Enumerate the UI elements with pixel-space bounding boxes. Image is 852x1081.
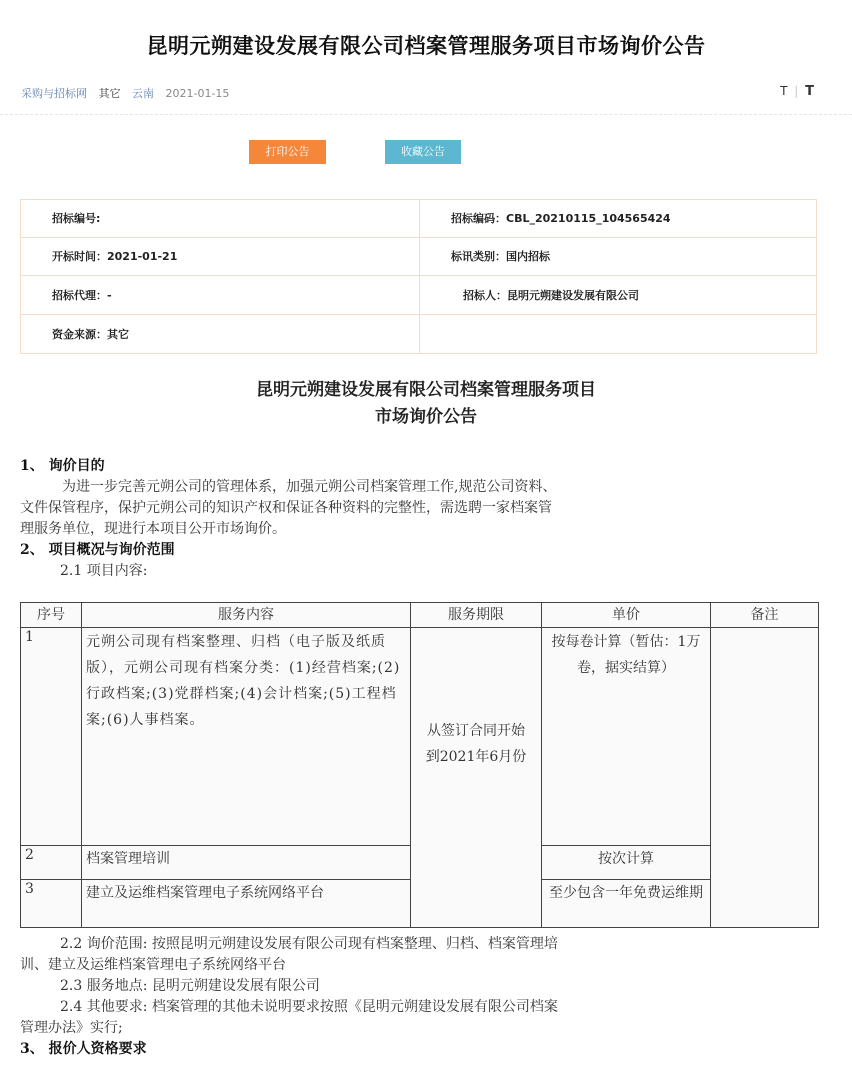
paragraph-line: 理服务单位，现进行本项目公开市场询价。: [20, 521, 286, 537]
row-content: 元朔公司现有档案整理、归档（电子版及纸质版），元朔公司现有档案分类：(1)经营档案;(2)行政档案;(3)党群档案;(4)会计档案;(5)工程档案;(6)人事档案。: [82, 628, 411, 846]
col-header: 序号: [21, 603, 82, 628]
notice-type: 标讯类别：国内招标: [451, 250, 550, 263]
service-table: [20, 602, 819, 928]
section-2-4: 2.4 其他要求: 档案管理的其他未说明要求按照《昆明元朔建设发展有限公司档案: [60, 999, 558, 1015]
bid-no: 招标编号:: [52, 212, 101, 225]
favorite-button[interactable]: 收藏公告: [385, 140, 461, 164]
page-title: 昆明元朔建设发展有限公司档案管理服务项目市场询价公告: [146, 34, 706, 58]
section-1-heading: 1、 询价目的: [20, 458, 105, 474]
table-header-row: [21, 603, 819, 628]
col-header: 单价: [542, 603, 711, 628]
section-2-1: 2.1 项目内容:: [60, 563, 148, 579]
open-time: 开标时间：2021-01-21: [52, 250, 178, 263]
info-table: [20, 199, 817, 354]
section-3-heading: 3、 报价人资格要求: [20, 1041, 147, 1057]
region-link[interactable]: 云南: [132, 87, 154, 100]
service-period: [411, 628, 542, 928]
paragraph-line: 管理办法》实行;: [20, 1020, 123, 1036]
section-1: [20, 456, 810, 582]
doc-title-line1: 昆明元朔建设发展有限公司档案管理服务项目: [256, 380, 596, 400]
row-no: 2: [21, 846, 82, 880]
section-2-continued: [20, 934, 810, 1060]
font-size-toggle: [780, 84, 814, 99]
info-row: [21, 316, 816, 354]
paragraph-line: 文件保管程序，保护元朔公司的知识产权和保证各种资料的完整性，需选聘一家档案管: [20, 500, 552, 516]
service-period-text: 从签订合同开始到2021年6月份: [425, 722, 527, 765]
doc-title-line2: 市场询价公告: [375, 407, 477, 427]
row-content: 档案管理培训: [82, 846, 411, 880]
divider: [0, 114, 852, 115]
paragraph-line: 训、建立及运维档案管理电子系统网络平台: [20, 957, 286, 973]
row-price: 至少包含一年免费运维期: [542, 880, 711, 928]
bid-code: 招标编码：CBL_20210115_104565424: [451, 212, 671, 225]
col-header: 备注: [711, 603, 819, 628]
row-price: 按次计算: [542, 846, 711, 880]
font-small-button[interactable]: T: [780, 84, 788, 98]
row-no: 3: [21, 880, 82, 928]
category-label: 其它: [98, 87, 121, 100]
info-row: [21, 238, 816, 276]
section-2-3: 2.3 服务地点: 昆明元朔建设发展有限公司: [60, 978, 320, 994]
font-separator: |: [794, 84, 799, 98]
tenderer: 招标人：昆明元朔建设发展有限公司: [463, 289, 639, 302]
info-row: [21, 277, 816, 315]
row-no: 1: [21, 628, 82, 846]
agent: 招标代理：-: [52, 289, 112, 302]
table-row: [21, 628, 819, 846]
source-link[interactable]: 采购与招标网: [21, 87, 87, 100]
paragraph-line: 为进一步完善元朔公司的管理体系，加强元朔公司档案管理工作,规范公司资料、: [62, 479, 557, 495]
meta-bar: [21, 85, 237, 101]
row-price: 按每卷计算（暂估：1万卷，据实结算）: [542, 628, 711, 846]
row-remark: [711, 628, 819, 928]
fund-source: 资金来源：其它: [52, 328, 129, 341]
font-large-button[interactable]: T: [805, 84, 814, 99]
col-header: 服务期限: [411, 603, 542, 628]
section-2-2: 2.2 询价范围: 按照昆明元朔建设发展有限公司现有档案整理、归档、档案管理培: [60, 936, 558, 952]
publish-date: 2021-01-15: [165, 87, 230, 100]
row-content: 建立及运维档案管理电子系统网络平台: [82, 880, 411, 928]
print-button[interactable]: 打印公告: [249, 140, 326, 164]
col-header: 服务内容: [82, 603, 411, 628]
section-2-heading: 2、 项目概况与询价范围: [20, 542, 175, 558]
info-row: [21, 200, 816, 238]
